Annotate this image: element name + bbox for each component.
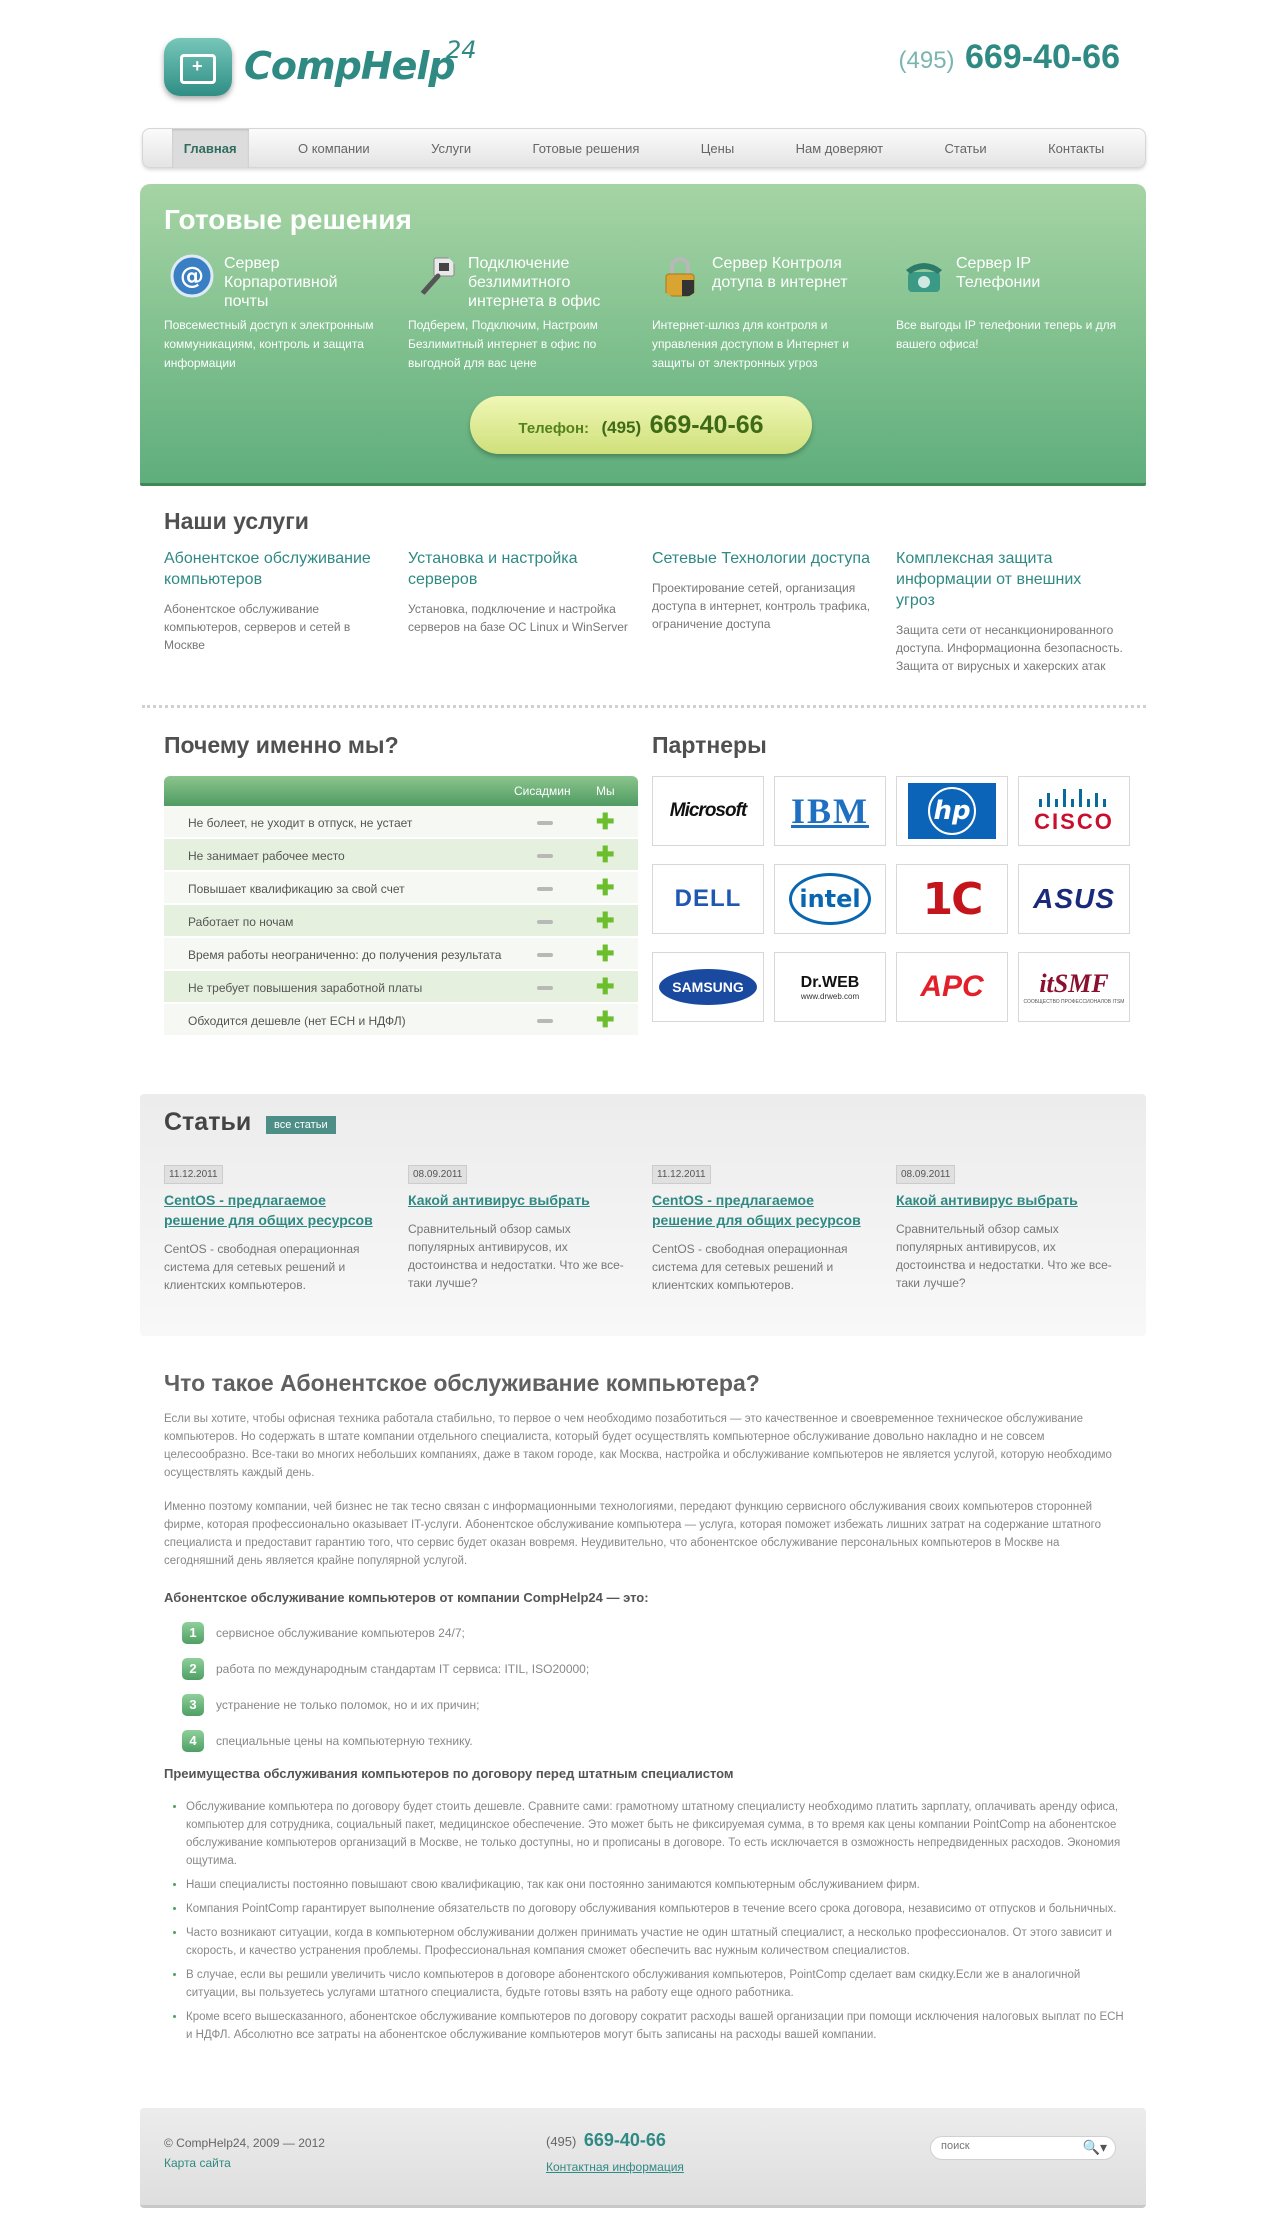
article-desc: CentOS - свободная операционная система для сетевых решений и клиентских компьютеров. [164,1242,360,1292]
network-plug-icon [414,254,458,298]
plus-icon: ✚ [596,974,615,999]
article-item [164,1164,386,1294]
site-logo[interactable] [164,34,504,104]
hero-solutions [140,184,1146,486]
partner-logo-ibm[interactable] [774,776,886,846]
col-sysadmin: Сисадмин [514,784,571,798]
partner-logo-text: 1C [922,873,982,925]
articles-section [140,1094,1146,1336]
nav-item-about[interactable]: О компании [298,140,370,156]
list-item: • В случае, если вы решили увеличить число компьютеров в договоре абонентского обслуживания компьютеров, PointComp сделает вам скидку.Если же в аналогичной ситуации, вы пользуетесь услугами штатного специалиста, будьте готовы взять на работу еще одного работника. [186,1966,1128,2002]
nav-item-services[interactable]: Услуги [431,140,472,156]
row-text: Не требует повышения заработной платы [188,981,423,995]
partner-logo-microsoft[interactable] [652,776,764,846]
col-us: Мы [596,784,615,798]
step-number-badge: 1 [182,1622,204,1644]
minus-icon [537,920,553,924]
partner-logo-text: Microsoft [669,800,747,821]
nav-item-contacts[interactable]: Контакты [1048,140,1105,156]
service-title[interactable]: Сетевые Технологии доступа [652,550,870,567]
table-row [164,1004,638,1037]
nav-item-clients[interactable]: Нам доверяют [795,140,884,156]
nav-item-prices[interactable]: Цены [700,140,735,156]
copyright: © CompHelp24, 2009 — 2012 [164,2136,325,2150]
plus-icon: ✚ [596,842,615,867]
footer-phone [546,2130,666,2151]
partner-logo-dell[interactable] [652,864,764,934]
row-text: Работает по ночам [188,915,294,929]
service-item[interactable] [408,548,636,636]
row-text: Обходится дешевле (нет ЕСН и НДФЛ) [188,1014,406,1028]
article-title-link[interactable]: CentOS - предлагаемое решение для общих ресурсов [652,1192,861,1228]
row-text: Повышает квалификацию за свой счет [188,882,405,896]
service-title[interactable]: Абонентское обслуживание компьютеров [164,550,371,588]
partner-logo-text: APC [920,970,984,1003]
list-item: • Наши специалисты постоянно повышают свою квалификацию, так как они постоянно занимаются компьютерным обслуживанием фирм. [186,1876,1128,1894]
content-subheading: Преимущества обслуживания компьютеров по договору перед штатным специалистом [164,1766,734,1781]
table-row [164,839,638,872]
article-title-link[interactable]: Какой антивирус выбрать [408,1192,590,1208]
hero-phone-button[interactable] [470,396,812,454]
partner-logo-drweb[interactable] [774,952,886,1022]
minus-icon [537,887,553,891]
header-phone-number: 669-40-66 [964,38,1120,76]
why-table-header [164,776,638,806]
email-at-icon [170,254,214,298]
partner-logo-itsmf[interactable] [1018,952,1130,1022]
solution-desc: Интернет-шлюз для контроля и управления доступом в Интернет и защиты от электронных угроз [652,318,849,370]
list-item: • Часто возникают ситуации, когда в компьютерном обслуживании должен принимать участие не один штатный специалист, а несколько профессионалов. От этого зависит и скорость, и качество устранения проблемы. Профессиональная компания сможет обеспечить вас нужным количеством специалистов. [186,1924,1128,1960]
article-item [408,1164,630,1292]
step-text: устранение не только поломок, но и их причин; [216,1698,480,1712]
all-articles-button[interactable]: все статьи [266,1116,336,1134]
row-text: Время работы неограниченно: до получения результата [188,948,502,962]
service-title[interactable]: Установка и настройка серверов [408,550,578,588]
nav-item-solutions[interactable]: Готовые решения [532,140,640,156]
table-row [164,806,638,839]
content-paragraph: Если вы хотите, чтобы офисная техника работала стабильно, то первое о чем необходимо позаботиться — это качественное и своевременное техническое обслуживание компьютеров. Но содержать в штате компании отдельного специалиста, который будет осуществлять компьютерное обслуживание довольно накладно и не совсем целесообразно. Все-таки во многих небольших компаниях, даже в таком городе, как Москва, настройка и обслуживание компьютеров не является услугой, которую необходимо осуществлять каждый день. [164,1413,1112,1479]
minus-icon [537,986,553,990]
service-desc: Проектирование сетей, организация доступа в интернет, контроль трафика, ограничение доступа [652,581,871,631]
minus-icon [537,953,553,957]
search-icon[interactable]: 🔍▾ [1082,2139,1107,2155]
partner-logo-text: intel [799,885,861,913]
cta-label: Телефон: [518,420,589,437]
section-divider [142,705,1146,708]
partner-logo-url: www.drweb.com [800,991,860,1001]
solution-title: Подключение безлимитного интернета в офис [468,255,601,310]
article-desc: Сравнительный обзор самых популярных антивирусов, их достоинства и недостатки. Что же все-таки лучше? [896,1222,1112,1290]
header-phone [899,38,1121,77]
content-paragraph: Именно поэтому компании, чей бизнес не так тесно связан с информационными технологиями, передают функцию сервисного обслуживания своих компьютеров сторонней фирме, которая профессионально оказывает IT-услуги. Абонентское обслуживание компьютера — услуга, которая поможет избежать лишних затрат на содержание штатного специалиста и предоставит гарантию того, что сервис будет оказан вовремя. Неудивительно, что абонентское обслуживание персональных компьютеров в Москве на сегодняшний день является крайне популярной услугой. [164,1501,1102,1567]
solution-title: Сервер IP Телефонии [956,255,1041,291]
service-title[interactable]: Комплексная защита информации от внешних угроз [896,550,1082,609]
article-title-link[interactable]: Какой антивирус выбрать [896,1192,1078,1208]
service-item[interactable] [164,548,392,654]
contact-info-link[interactable]: Контактная информация [546,2160,684,2174]
logo-sup: 24 [446,36,477,64]
list-item: • Кроме всего вышесказанного, абонентское обслуживание компьютеров по договору сократит расходы вашей организации при помощи исключения налоговых выплат по ЕСН и НДФЛ. Абсолютно все затраты на абонентское обслуживание компьютеров могут быть записаны на расходы вашей компании. [186,2008,1128,2044]
service-desc: Защита сети от несанкционированного доступа. Информационна безопасность. Защита от вирусных и хакерских атак [896,623,1123,673]
advantages-list [186,1798,1128,2050]
partner-logo-text: Dr.WEB [800,973,860,991]
minus-icon [537,821,553,825]
solution-title: Сервер Корпаротивной почты [224,255,338,310]
article-date: 11.12.2011 [164,1165,223,1184]
nav-item-home[interactable]: Главная [172,129,249,168]
table-row [164,905,638,938]
footer-phone-code: (495) [546,2134,577,2149]
partner-logo-1c[interactable] [896,864,1008,934]
cisco-bars-icon [1037,787,1111,809]
partner-logo-text: SAMSUNG [672,979,744,995]
hero-title: Готовые решения [164,204,412,235]
partners-title: Партнеры [652,732,767,758]
solution-desc: Повсеместный доступ к электронным коммуникациям, контроль и защита информации [164,318,374,370]
sitemap-link[interactable]: Карта сайта [164,2156,231,2170]
article-desc: CentOS - свободная операционная система для сетевых решений и клиентских компьютеров. [652,1242,848,1292]
plus-icon: ✚ [596,875,615,900]
service-item[interactable] [896,548,1124,675]
partner-logo-text: itSMF [1039,969,1109,998]
content-subheading: Абонентское обслуживание компьютеров от компании CompHelp24 — это: [164,1590,649,1605]
plus-icon: ✚ [596,941,615,966]
cta-phone-code: (495) [601,418,642,437]
cta-phone-number: 669-40-66 [649,411,764,439]
article-date: 08.09.2011 [408,1165,467,1184]
article-date: 08.09.2011 [896,1165,955,1184]
table-row [164,971,638,1004]
solution-desc: Подберем, Подключим, Настроим Безлимитный интернет в офис по выгодной для вас цене [408,318,598,370]
padlock-icon [658,254,702,298]
partner-logo-text: ASUS [1033,883,1115,914]
article-title-link[interactable]: CentOS - предлагаемое решение для общих ресурсов [164,1192,373,1228]
step-text: специальные цены на компьютерную технику. [216,1734,473,1748]
minus-icon [537,854,553,858]
table-row [164,938,638,971]
services-title: Наши услуги [164,508,309,534]
row-text: Не занимает рабочее место [188,849,345,863]
row-text: Не болеет, не уходит в отпуск, не устает [188,816,413,830]
partner-logo-asus[interactable] [1018,864,1130,934]
header-phone-code: (495) [898,47,955,74]
partner-logo-text: DELL [674,885,742,912]
table-row [164,872,638,905]
why-title: Почему именно мы? [164,732,399,758]
logo-medkit-icon: + [164,38,232,96]
why-comparison-table [164,776,638,1037]
content-title: Что такое Абонентское обслуживание компьютера? [164,1370,760,1396]
step-text: работа по международным стандартам IT сервиса: ITIL, ISO20000; [216,1662,590,1676]
partner-logo-text: IBM [791,791,869,831]
article-item [896,1164,1118,1292]
article-item [652,1164,874,1294]
telephone-icon [902,254,946,298]
service-item[interactable] [652,548,880,633]
partner-logo-apc[interactable] [896,952,1008,1022]
search-box [930,2136,1116,2160]
plus-icon: ✚ [596,1007,615,1032]
footer [140,2108,1146,2208]
partner-logo-cisco[interactable] [1018,776,1130,846]
step-number-badge: 4 [182,1730,204,1752]
articles-title: Статьи [164,1108,252,1136]
partner-logo-intel[interactable] [774,864,886,934]
plus-icon: ✚ [596,908,615,933]
partner-logo-hp[interactable] [896,776,1008,846]
step-number-badge: 3 [182,1694,204,1716]
partner-logo-text: hp [933,796,971,826]
footer-phone-number: 669-40-66 [583,2130,666,2150]
main-nav [142,128,1146,168]
partner-logo-caption: СООБЩЕСТВО ПРОФЕССИОНАЛОВ ITSM [1023,999,1125,1005]
service-desc: Абонентское обслуживание компьютеров, серверов и сетей в Москве [164,602,351,652]
partner-logo-text: CISCO [1034,809,1114,834]
article-date: 11.12.2011 [652,1165,711,1184]
search-input[interactable] [941,2140,1081,2152]
logo-name: CompHelp [244,44,455,88]
partner-logo-samsung[interactable] [652,952,764,1022]
plus-icon: ✚ [596,809,615,834]
nav-item-articles[interactable]: Статьи [944,140,987,156]
solution-title: Сервер Контроля дотупа в интернет [712,255,848,291]
article-desc: Сравнительный обзор самых популярных антивирусов, их достоинства и недостатки. Что же все-таки лучше? [408,1222,624,1290]
step-text: сервисное обслуживание компьютеров 24/7; [216,1626,465,1640]
step-number-badge: 2 [182,1658,204,1680]
minus-icon [537,1019,553,1023]
list-item: • Обслуживание компьютера по договору будет стоить дешевле. Сравните сами: грамотному штатному специалисту необходимо платить зарплату, оплачивать аренду офиса, компьютер для сотрудника, социальный пакет, медицинское обеспечение. Это может быть не фиксируемая сумма, в то время как цены компании PointComp на абонентское обслуживание компьютеров организаций в Москве, не только доступны, но и прописаны в договоре. То есть исключается в озможность непредвиденных расходов. Экономия ощутима. [186,1798,1128,1870]
svg-text:@: @ [180,262,204,290]
service-desc: Установка, подключение и настройка серверов на базе ОС Linux и WinServer [408,602,628,634]
list-item: • Компания PointComp гарантирует выполнение обязательств по договору обслуживания компьютеров в течение всего срока договора, независимо от отпусков и больничных. [186,1900,1128,1918]
solution-desc: Все выгоды IP телефонии теперь и для вашего офиса! [896,318,1117,351]
